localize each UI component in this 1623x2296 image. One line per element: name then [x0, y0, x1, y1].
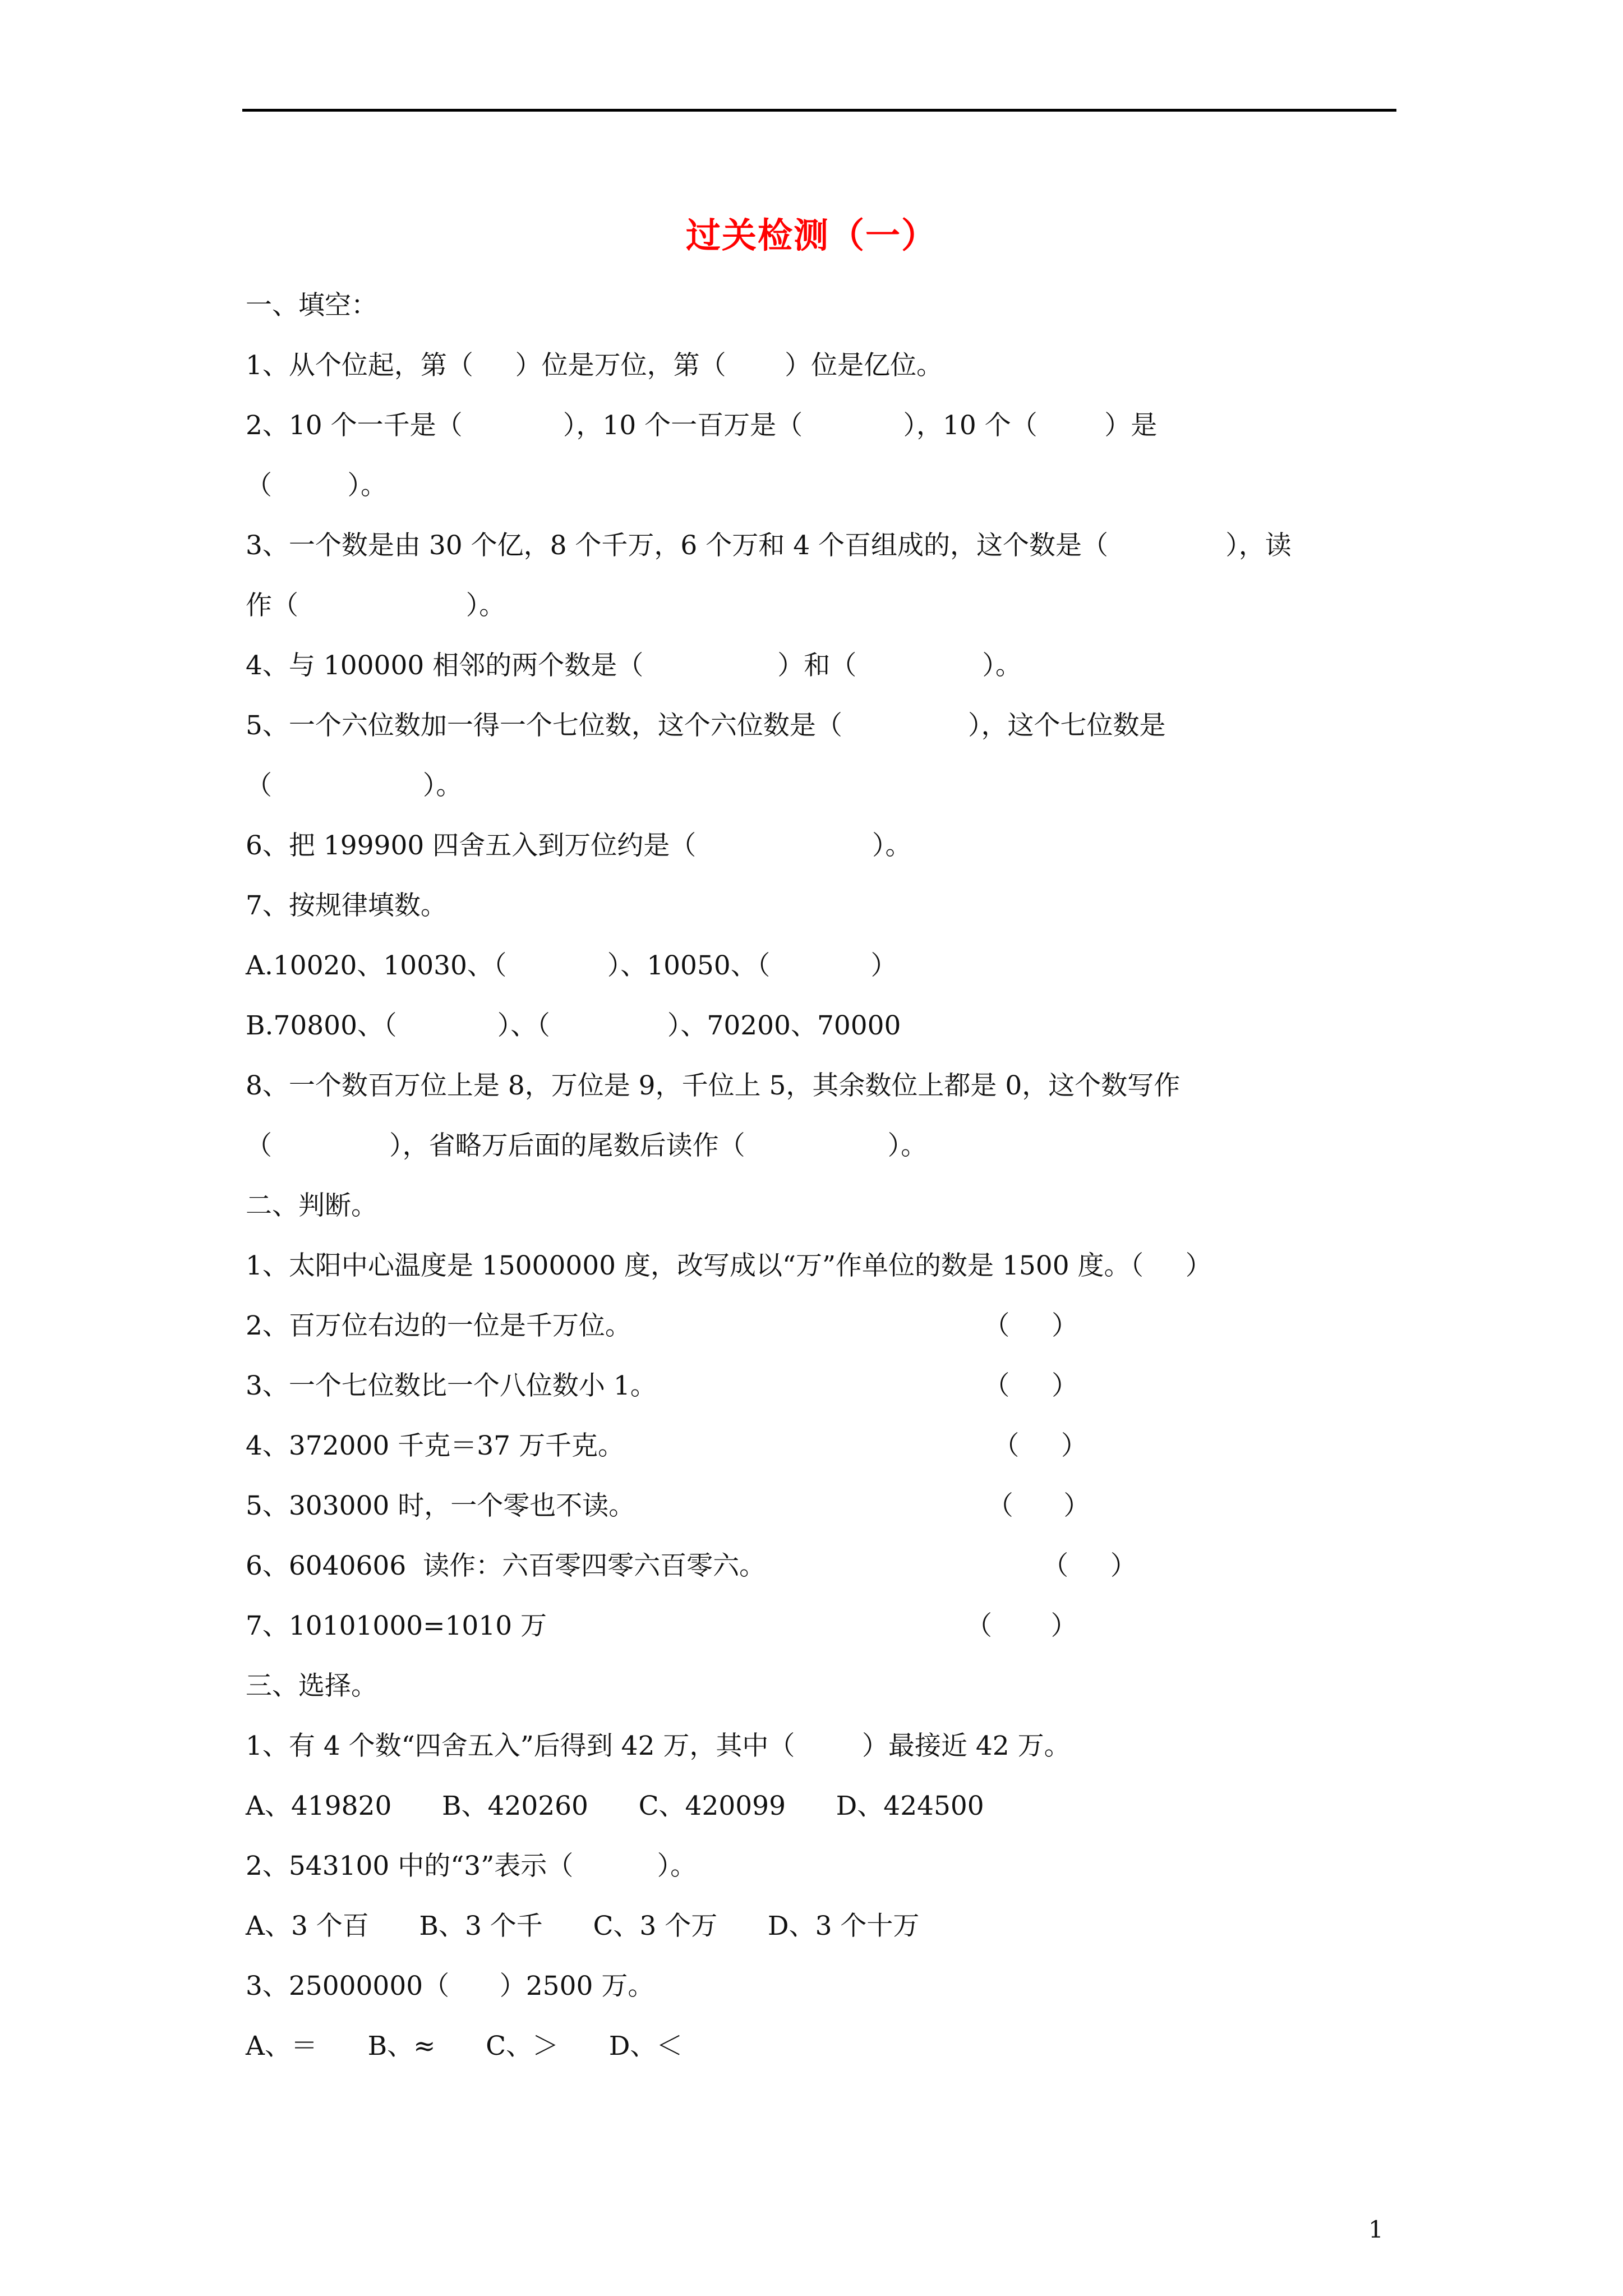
question-text: 作（ ）。 — [246, 590, 506, 621]
section-heading-fill-blank: 一、填空： — [246, 290, 377, 321]
question-text: 1、有 4 个数“四舍五入”后得到 42 万，其中（ ）最接近 42 万。 — [246, 1731, 1071, 1761]
header-rule — [242, 109, 1396, 112]
question-text: 3、一个七位数比一个八位数小 1。 （ ） — [246, 1370, 1078, 1401]
question-text: 7、10101000=1010 万 （ ） — [246, 1611, 1077, 1641]
question-text: 3、25000000（ ）2500 万。 — [246, 1971, 654, 2001]
answer-options: A、3 个百 B、3 个千 C、3 个万 D、3 个十万 — [246, 1911, 920, 1941]
question-text: 6、6040606 读作：六百零四零六百零六。 （ ） — [246, 1550, 1137, 1581]
question-text: 2、百万位右边的一位是千万位。 （ ） — [246, 1310, 1078, 1341]
question-text: 3、一个数是由 30 个亿，8 个千万，6 个万和 4 个百组成的，这个数是（ ），读 — [246, 530, 1292, 561]
question-text: （ ）。 — [246, 470, 387, 501]
question-text: （ ）。 — [246, 770, 463, 801]
answer-options: A、419820 B、420260 C、420099 D、424500 — [246, 1791, 984, 1821]
worksheet-title: 过关检测（一） — [685, 215, 937, 256]
question-text: 1、从个位起，第（ ）位是万位，第（ ）位是亿位。 — [246, 350, 943, 381]
question-text: 1、太阳中心温度是 15000000 度，改写成以“万”作单位的数是 1500 度。（ ） — [246, 1250, 1212, 1281]
question-text: 2、543100 中的“3”表示（ ）。 — [246, 1851, 697, 1881]
question-text: 2、10 个一千是（ ），10 个一百万是（ ），10 个（ ）是 — [246, 410, 1158, 441]
question-text: 7、按规律填数。 — [246, 890, 447, 921]
section-heading-choice: 三、选择。 — [246, 1671, 377, 1701]
question-text: 4、372000 千克＝37 万千克。 （ ） — [246, 1430, 1088, 1461]
question-text: 6、把 199900 四舍五入到万位约是（ ）。 — [246, 830, 912, 861]
answer-options: A、＝ B、≈ C、＞ D、＜ — [246, 2031, 683, 2062]
question-text: 4、与 100000 相邻的两个数是（ ）和（ ）。 — [246, 650, 1022, 681]
question-text: A.10020、10030、（ ）、10050、（ ） — [246, 950, 897, 981]
question-text: 8、一个数百万位上是 8，万位是 9，千位上 5，其余数位上都是 0，这个数写作 — [246, 1070, 1181, 1101]
question-text: 5、一个六位数加一得一个七位数，这个六位数是（ ），这个七位数是 — [246, 710, 1166, 741]
question-text: 5、303000 时，一个零也不读。 （ ） — [246, 1490, 1090, 1521]
question-text: B.70800、（ ）、（ ）、70200、70000 — [246, 1010, 901, 1041]
question-text: （ ），省略万后面的尾数后读作（ ）。 — [246, 1130, 928, 1161]
section-heading-judge: 二、判断。 — [246, 1190, 377, 1221]
page-number: 1 — [1368, 2216, 1384, 2243]
